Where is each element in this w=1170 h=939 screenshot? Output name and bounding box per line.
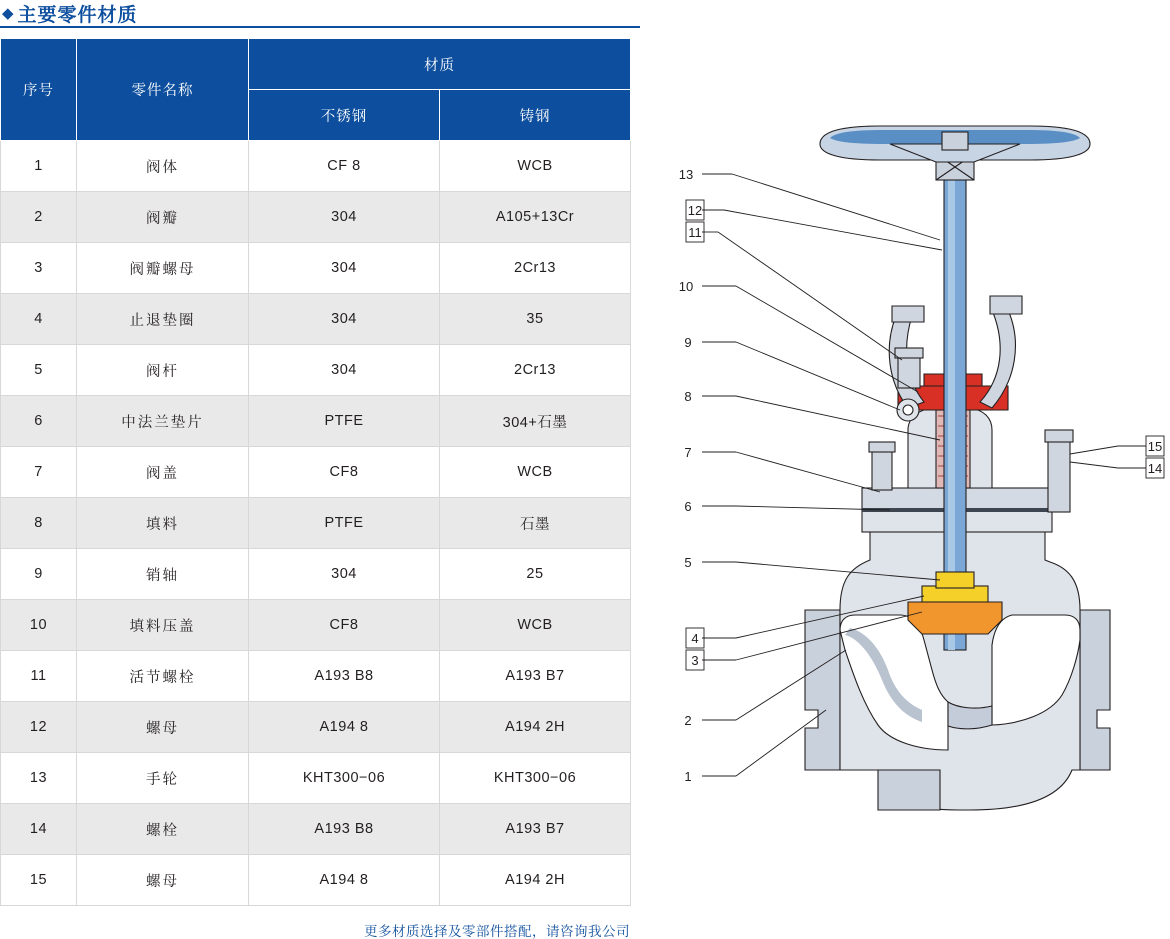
- cell-cast: WCB: [440, 600, 631, 651]
- cell-stainless: A194 8: [249, 855, 440, 906]
- page-title: [0, 0, 640, 28]
- cell-cast: A194 2H: [440, 702, 631, 753]
- table-row: [1, 396, 631, 447]
- cell-no: 9: [1, 549, 77, 600]
- callout-label: 15: [1147, 439, 1163, 454]
- col-header-stainless: 不锈钢: [249, 90, 440, 141]
- table-row: [1, 345, 631, 396]
- cell-stainless: 304: [249, 294, 440, 345]
- valve-diagram-svg: [640, 110, 1170, 830]
- table-row: [1, 549, 631, 600]
- table-row: [1, 804, 631, 855]
- table-row: [1, 294, 631, 345]
- cell-stainless: 304: [249, 192, 440, 243]
- cell-cast: 2Cr13: [440, 243, 631, 294]
- materials-table-body: [1, 141, 631, 906]
- valve-diagram: [640, 110, 1170, 830]
- cell-stainless: CF 8: [249, 141, 440, 192]
- cell-cast: 石墨: [440, 498, 631, 549]
- cell-no: 13: [1, 753, 77, 804]
- swing-bolt-left-head: [869, 442, 895, 452]
- cell-stainless: PTFE: [249, 396, 440, 447]
- yoke-top-left: [892, 306, 924, 322]
- cell-stainless: 304: [249, 243, 440, 294]
- table-row: [1, 192, 631, 243]
- callout-label: 6: [684, 499, 692, 514]
- left-flange: [805, 610, 840, 770]
- cell-no: 10: [1, 600, 77, 651]
- callout-label: 13: [678, 167, 694, 182]
- cell-cast: WCB: [440, 141, 631, 192]
- cell-name: 手轮: [77, 753, 249, 804]
- cell-cast: A105+13Cr: [440, 192, 631, 243]
- cell-stainless: KHT300−06: [249, 753, 440, 804]
- cell-no: 8: [1, 498, 77, 549]
- body-bolt-right: [1048, 440, 1070, 512]
- callout-label: 12: [687, 203, 703, 218]
- cell-cast: A193 B7: [440, 804, 631, 855]
- callout-label: 2: [684, 713, 692, 728]
- table-row: [1, 498, 631, 549]
- cell-name: 阀瓣螺母: [77, 243, 249, 294]
- cell-no: 15: [1, 855, 77, 906]
- cell-stainless: CF8: [249, 600, 440, 651]
- cell-no: 2: [1, 192, 77, 243]
- diamond-icon: ◆: [2, 4, 14, 22]
- cell-name: 填料压盖: [77, 600, 249, 651]
- table-row: [1, 753, 631, 804]
- cell-stainless: A193 B8: [249, 651, 440, 702]
- cell-name: 中法兰垫片: [77, 396, 249, 447]
- valve-disc: [908, 602, 1002, 634]
- callout-label: 7: [684, 445, 692, 460]
- cell-no: 3: [1, 243, 77, 294]
- cell-stainless: A194 8: [249, 702, 440, 753]
- callout-label: 9: [684, 335, 692, 350]
- materials-table-wrap: [0, 38, 630, 906]
- cell-name: 阀盖: [77, 447, 249, 498]
- cell-no: 4: [1, 294, 77, 345]
- cell-name: 螺母: [77, 855, 249, 906]
- valve-body-group: [805, 126, 1110, 810]
- cell-no: 11: [1, 651, 77, 702]
- table-row: [1, 855, 631, 906]
- cell-name: 填料: [77, 498, 249, 549]
- gland-bolt-left-head: [895, 348, 923, 358]
- cell-stainless: 304: [249, 549, 440, 600]
- table-row: [1, 702, 631, 753]
- right-flange: [1080, 610, 1110, 770]
- col-header-no: 序号: [1, 39, 77, 141]
- body-bolt-right-head: [1045, 430, 1073, 442]
- yoke-top-right: [990, 296, 1022, 314]
- callout-label: 3: [691, 653, 699, 668]
- cell-stainless: 304: [249, 345, 440, 396]
- cell-cast: KHT300−06: [440, 753, 631, 804]
- table-row: [1, 141, 631, 192]
- cell-cast: WCB: [440, 447, 631, 498]
- cell-cast: A194 2H: [440, 855, 631, 906]
- callout-label: 1: [684, 769, 692, 784]
- cell-cast: 25: [440, 549, 631, 600]
- cell-no: 12: [1, 702, 77, 753]
- stem-top-nut: [942, 132, 968, 150]
- cell-stainless: PTFE: [249, 498, 440, 549]
- callout-label: 4: [691, 631, 699, 646]
- col-header-part-name: 零件名称: [77, 39, 249, 141]
- table-row: [1, 651, 631, 702]
- cell-stainless: CF8: [249, 447, 440, 498]
- cell-name: 阀瓣: [77, 192, 249, 243]
- col-header-material: 材质: [249, 39, 631, 90]
- page-title-text: 主要零件材质: [17, 4, 138, 26]
- swing-bolt-left: [872, 450, 892, 490]
- pin-shaft-hole: [903, 405, 913, 415]
- table-header-row: [1, 39, 631, 90]
- cell-name: 止退垫圈: [77, 294, 249, 345]
- cell-no: 5: [1, 345, 77, 396]
- col-header-cast: 铸钢: [440, 90, 631, 141]
- callout-label: 5: [684, 555, 692, 570]
- cell-no: 14: [1, 804, 77, 855]
- cell-name: 活节螺栓: [77, 651, 249, 702]
- disc-nut: [936, 572, 974, 588]
- cell-name: 螺母: [77, 702, 249, 753]
- table-row: [1, 447, 631, 498]
- cell-name: 螺栓: [77, 804, 249, 855]
- table-row: [1, 243, 631, 294]
- callout-label: 8: [684, 389, 692, 404]
- cell-cast: 35: [440, 294, 631, 345]
- cell-no: 6: [1, 396, 77, 447]
- table-footnote: 更多材质选择及零部件搭配，请咨询我公司: [364, 924, 630, 939]
- cell-name: 阀体: [77, 141, 249, 192]
- cell-cast: A193 B7: [440, 651, 631, 702]
- cell-no: 7: [1, 447, 77, 498]
- materials-table: [0, 38, 631, 906]
- cell-cast: 2Cr13: [440, 345, 631, 396]
- table-row: [1, 600, 631, 651]
- cell-no: 1: [1, 141, 77, 192]
- gland-bolt-left: [898, 356, 920, 388]
- callout-label: 11: [688, 225, 702, 240]
- callout-label: 14: [1147, 461, 1163, 476]
- cell-stainless: A193 B8: [249, 804, 440, 855]
- cell-cast: 304+石墨: [440, 396, 631, 447]
- cell-name: 阀杆: [77, 345, 249, 396]
- cell-name: 销轴: [77, 549, 249, 600]
- bottom-pedestal: [878, 770, 940, 810]
- callout-label: 10: [678, 279, 694, 294]
